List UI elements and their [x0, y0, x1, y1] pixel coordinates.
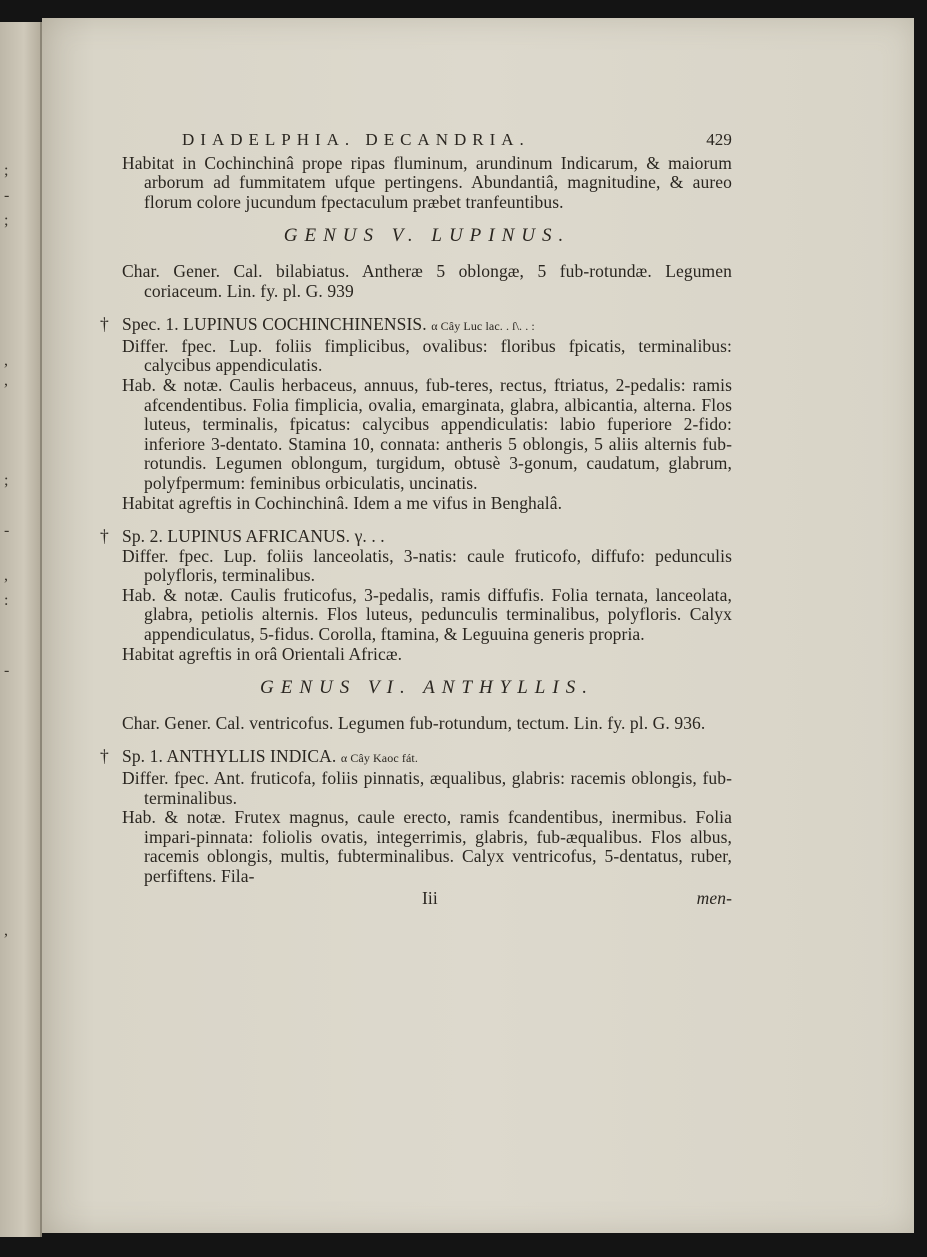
margin-mark: -	[4, 187, 10, 204]
genus-heading: GENUS VI. ANTHYLLIS.	[260, 677, 594, 699]
genus-heading: GENUS V. LUPINUS.	[283, 225, 571, 247]
species-hab: Hab. & notæ. Frutex magnus, caule erecto, ramis fcandentibus, inermibus. Folia impari-pinnata: foliolis ovatis, integerrimis, glabris, fub-æqualibus. Flos albus, racemis oblongis, multis, fubterminalibus. Calyx ventricofus, 5-dentatus, ruber, perfiftens. Fila-	[122, 807, 732, 886]
species-entry	[100, 526, 732, 547]
margin-mark: -	[4, 522, 10, 539]
species-differ: Differ. fpec. Lup. foliis lanceolatis, 3-natis: caule fruticofo, diffufo: pedunculis polyfloris, terminalibus.	[122, 545, 732, 586]
catchword: men-	[696, 887, 732, 908]
running-head	[182, 130, 732, 150]
species-entry	[100, 746, 732, 769]
dagger-mark: †	[100, 746, 109, 767]
signature-line	[122, 889, 732, 909]
dagger-mark: †	[100, 314, 109, 335]
margin-mark: :	[4, 592, 9, 609]
margin-mark: ;	[4, 212, 9, 229]
species-hab: Hab. & notæ. Caulis fruticofus, 3-pedalis, ramis diffufis. Folia ternata, lanceolata, glabra, petiolis alternis. Flos luteus, pedunculis terminalibus, polyfloris. Calyx appendiculatus, 5-fidus. Corolla, ftamina, & Leguuina generis propria.	[122, 584, 732, 645]
species-title: Sp. 1. ANTHYLLIS INDICA.	[122, 746, 337, 767]
running-title: DIADELPHIA. DECANDRIA.	[182, 130, 530, 149]
margin-mark: ,	[4, 922, 8, 939]
page-number: 429	[706, 130, 732, 149]
species-differ: Differ. fpec. Lup. foliis fimplicibus, ovalibus: floribus fpicatis, terminalibus: calycibus appendiculatis.	[122, 335, 732, 376]
margin-mark: ,	[4, 567, 8, 584]
genus-character: Char. Gener. Cal. ventricofus. Legumen fub-rotundum, tectum. Lin. fy. pl. G. 936.	[122, 712, 706, 733]
species-title: Sp. 2. LUPINUS AFRICANUS. γ. . .	[122, 526, 385, 547]
species-entry	[100, 314, 732, 337]
species-habitat: Habitat agreftis in Cochinchinâ. Idem a me vifus in Benghalâ.	[122, 492, 563, 513]
species-habitat: Habitat agreftis in orâ Orientali Africæ.	[122, 643, 403, 664]
intro-paragraph: Habitat in Cochinchinâ prope ripas fluminum, arundinum Indicarum, & maiorum arborum ad fummitatem ufque pertingens. Abundantiâ, magnitudine, & aureo florum colore jucundum fpectaculum præbet tranfeuntibus.	[122, 152, 732, 212]
vernacular-name: α Cây Kaoc fát.	[340, 751, 418, 766]
dagger-mark: †	[100, 526, 109, 547]
margin-mark: ,	[4, 372, 8, 389]
margin-mark: ,	[4, 352, 8, 369]
genus-character: Char. Gener. Cal. bilabiatus. Antheræ 5 oblongæ, 5 fub-rotundæ. Legumen coriaceum. Lin. fy. pl. G. 939	[122, 260, 732, 301]
signature-mark: Iii	[422, 887, 438, 908]
species-hab: Hab. & notæ. Caulis herbaceus, annuus, fub-teres, rectus, ftriatus, 2-pedalis: ramis afcendentibus. Folia fimplicia, ovalia, emarginata, glabra, albicantia, alterna. Flos luteus, terminalis, fpicatus: calycibus appendiculatis: labio fuperiore 2-fido: inferiore 3-dentato. Stamina 10, connata: antheris 5 oblongis, 5 aliis alternis fub-rotundis. Legumen oblongum, turgidum, obtusè 3-gonum, caudatum, glabrum, polyfpermum: feminibus orbiculatis, uncinatis.	[122, 374, 732, 493]
margin-mark: ;	[4, 472, 9, 489]
species-title: Spec. 1. LUPINUS COCHINCHINENSIS.	[122, 314, 427, 335]
facing-page-edge	[0, 22, 42, 1237]
margin-mark: -	[4, 662, 10, 679]
species-differ: Differ. fpec. Ant. fruticofa, foliis pinnatis, æqualibus, glabris: racemis oblongis, fub-terminalibus.	[122, 768, 732, 808]
margin-mark: ;	[4, 162, 9, 179]
page-text	[100, 130, 732, 908]
book-page	[42, 18, 914, 1233]
vernacular-name: α Cây Luc lac. . ſ\. . :	[431, 319, 535, 334]
